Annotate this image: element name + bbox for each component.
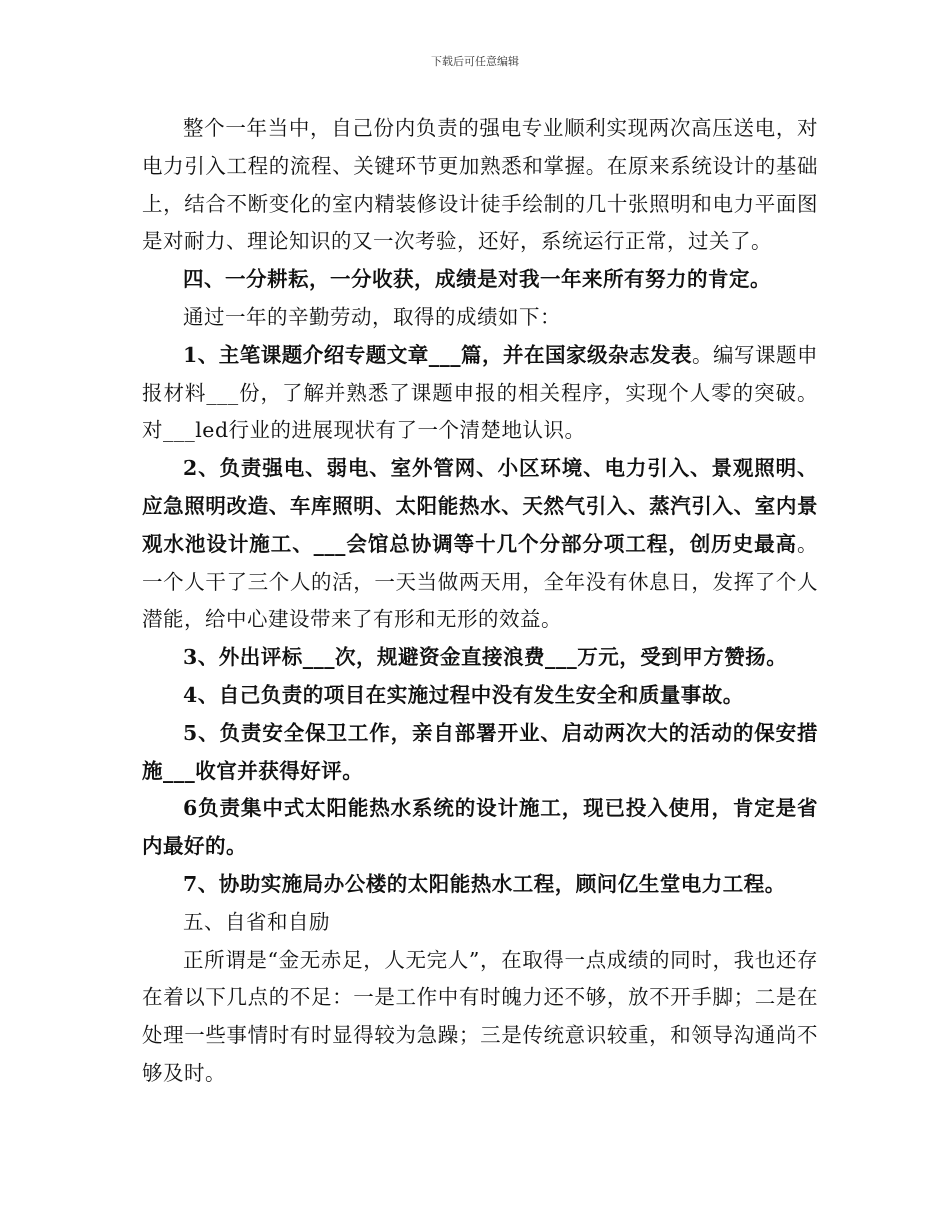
paragraph-text: 。一个人干了三个人的活，一天当做两天用，全年没有休息日，发挥了个人潜能，给中心建设带来了有形和无形的效益。 bbox=[142, 531, 818, 632]
achievement-item-2 bbox=[142, 450, 818, 639]
page-header: 下载后可任意编辑 bbox=[431, 55, 519, 68]
paragraph-bold-text: 3、外出评标___次，规避资金直接浪费___万元，受到甲方赞扬。 bbox=[183, 645, 788, 670]
paragraph-shortcomings bbox=[142, 942, 818, 1093]
achievement-item-4 bbox=[142, 677, 818, 715]
paragraph-bold-text: 6负责集中式太阳能热水系统的设计施工，现已投入使用，肯定是省内最好的。 bbox=[142, 796, 818, 859]
paragraph-bold-text: 四、一分耕耘，一分收获，成绩是对我一年来所有努力的肯定。 bbox=[183, 267, 771, 292]
paragraph-bold-text: 7、协助实施局办公楼的太阳能热水工程，顾问亿生堂电力工程。 bbox=[183, 871, 786, 896]
paragraph-text: 通过一年的辛勤劳动，取得的成绩如下： bbox=[183, 304, 561, 329]
paragraph-bold-text: 1、主笔课题介绍专题文章___篇，并在国家级杂志发表 bbox=[183, 342, 693, 367]
document-body bbox=[142, 110, 818, 1093]
paragraph-text: 正所谓是“金无赤足，人无完人”，在取得一点成绩的同时，我也还存在着以下几点的不足：一是工作中有时魄力还不够，放不开手脚；二是在处理一些事情时有时显得较为急躁；三是传统意识较重，和领导沟通尚不够及时。 bbox=[142, 947, 818, 1085]
section-heading-four bbox=[142, 261, 818, 299]
paragraph-achievements-intro bbox=[142, 299, 818, 337]
achievement-item-5 bbox=[142, 715, 818, 791]
paragraph-text: 。编写课题申报材料___份，了解并熟悉了课题申报的相关程序，实现个人零的突破。对___led行业的进展现状有了一个清楚地认识。 bbox=[142, 342, 819, 443]
paragraph-text: 整个一年当中，自己份内负责的强电专业顺利实现两次高压送电，对电力引入工程的流程、关键环节更加熟悉和掌握。在原来系统设计的基础上，结合不断变化的室内精装修设计徒手绘制的几十张照明和电力平面图是对耐力、理论知识的又一次考验，还好，系统运行正常，过关了。 bbox=[142, 116, 818, 254]
achievement-item-6 bbox=[142, 790, 818, 866]
paragraph-bold-text: 4、自己负责的项目在实施过程中没有发生安全和质量事故。 bbox=[183, 682, 744, 707]
achievement-item-7 bbox=[142, 866, 818, 904]
paragraph-text: 五、自省和自励 bbox=[183, 909, 330, 934]
achievement-item-3 bbox=[142, 639, 818, 677]
paragraph-bold-text: 5、负责安全保卫工作，亲自部署开业、启动两次大的活动的保安措施___收官并获得好评。 bbox=[142, 720, 818, 783]
paragraph-power-work bbox=[142, 110, 818, 261]
paragraph-bold-text: 2、负责强电、弱电、室外管网、小区环境、电力引入、景观照明、应急照明改造、车库照明、太阳能热水、天然气引入、蒸汽引入、室内景观水池设计施工、___会馆总协调等十几个分部分项工程，创历史最高 bbox=[142, 456, 818, 556]
achievement-item-1 bbox=[142, 337, 818, 450]
section-heading-five bbox=[142, 904, 818, 942]
